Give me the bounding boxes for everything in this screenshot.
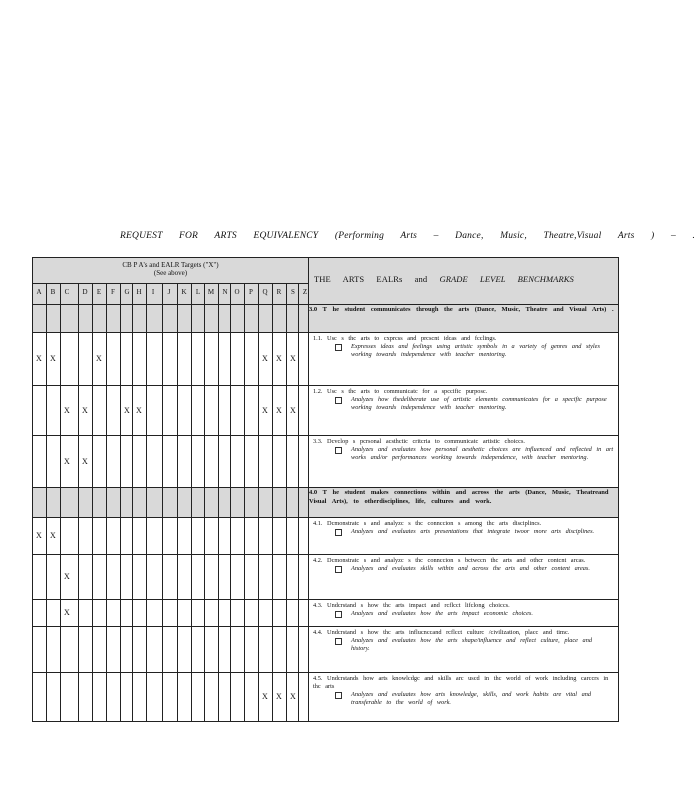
target-letter-m: M bbox=[207, 288, 215, 296]
x-mark-a: X bbox=[36, 531, 42, 540]
x-mark-c: X bbox=[64, 608, 70, 617]
benchmark-sub: Expresses ideas and feelings using artistic symbols in a variety of genres and styles working towards independence with teacher mentoring. bbox=[313, 343, 615, 359]
benchmark-main: 4.1. Dcmonstratc s and analyzc s thc connccion s among thc arts disciplincs. bbox=[313, 520, 542, 527]
checkbox-icon bbox=[335, 566, 342, 573]
target-letter-o: O bbox=[234, 288, 240, 296]
column-divider bbox=[146, 283, 147, 722]
checkbox-icon bbox=[335, 397, 342, 404]
column-divider bbox=[286, 283, 287, 722]
column-divider bbox=[106, 283, 107, 722]
target-marks-cell bbox=[33, 627, 309, 673]
target-letter-r: R bbox=[276, 288, 282, 296]
target-letter-b: B bbox=[50, 288, 56, 296]
benchmark-cell bbox=[309, 673, 619, 722]
target-letter-p: P bbox=[249, 288, 253, 296]
benchmark-cell bbox=[309, 555, 619, 600]
checkbox-icon bbox=[335, 447, 342, 454]
target-letter-s: S bbox=[291, 288, 295, 296]
target-letter-n: N bbox=[222, 288, 228, 296]
column-divider bbox=[177, 283, 178, 722]
target-letter-a: A bbox=[36, 288, 42, 296]
x-mark-r: X bbox=[276, 692, 282, 701]
benchmarks-title-part1: THE ARTS EALRs and bbox=[314, 274, 428, 284]
x-mark-b: X bbox=[50, 354, 56, 363]
target-marks-cell bbox=[33, 600, 309, 627]
x-mark-e: X bbox=[96, 354, 102, 363]
benchmark-sub: Analyzes how thedeliberate use of artistic elements communicates for a specific purpose working towards independence with teacher mentoring. bbox=[313, 396, 615, 412]
column-divider bbox=[218, 283, 219, 722]
section-heading: 3.0 T he student communicates through the arts (Dance, Music, Theatre and Visual Arts) . bbox=[309, 305, 619, 333]
benchmark-main: 1.2. Usc s thc arts to communicatc for a spccific purposc. bbox=[313, 388, 488, 395]
section-heading: 4.0 T he student makes connections within and across the arts (Dance, Music, Theatreand Visual Arts), to otherdisciplines, life, cultures and work. bbox=[309, 488, 619, 518]
benchmark-cell bbox=[309, 386, 619, 436]
column-divider bbox=[92, 283, 93, 722]
target-letter-g: G bbox=[124, 288, 130, 296]
benchmark-sub: Analyzes and evaluates how the arts impact economic choices. bbox=[313, 610, 615, 618]
targets-title-divider bbox=[32, 283, 308, 284]
checkbox-icon bbox=[335, 692, 342, 699]
checkbox-icon bbox=[335, 529, 342, 536]
benchmark-cell bbox=[309, 333, 619, 386]
target-marks-cell bbox=[33, 436, 309, 488]
x-mark-s: X bbox=[290, 692, 296, 701]
benchmark-main: 4.3. Undcrstand s how thc arts impact and rcflcct lifclong choiccs. bbox=[313, 602, 510, 609]
benchmark-sub: Analyzes and evaluates how the arts shape/influence and reflect culture, place and history. bbox=[313, 637, 615, 653]
x-mark-c: X bbox=[64, 456, 70, 466]
target-letter-k: K bbox=[181, 288, 187, 296]
target-letter-q: Q bbox=[262, 288, 268, 296]
targets-title: CB P A's and EALR Targets ("X") bbox=[122, 261, 219, 269]
benchmarks-header bbox=[309, 258, 619, 305]
x-mark-b: X bbox=[50, 531, 56, 540]
column-divider bbox=[132, 283, 133, 722]
targets-subtitle: (See above) bbox=[153, 269, 188, 277]
benchmark-main: 3.3. Dcvclop s pcrsonal acsthctic critcria to communicatc artistic choiccs. bbox=[313, 438, 525, 445]
benchmark-cell bbox=[309, 600, 619, 627]
checkbox-icon bbox=[335, 611, 342, 618]
benchmark-sub: Analyzes and evaluates how arts knowledge, skills, and work habits are vital and transferable to the world of work. bbox=[313, 691, 615, 707]
benchmark-main: 1.1. Usc s thc arts to cxprcss and prcscnt idcas and fcclings. bbox=[313, 335, 497, 342]
target-letter-z: Z bbox=[302, 288, 308, 296]
target-marks-cell bbox=[33, 555, 309, 600]
section-spacer bbox=[33, 488, 309, 518]
x-mark-a: X bbox=[36, 354, 42, 363]
target-letter-d: D bbox=[82, 288, 88, 296]
page-title: REQUEST FOR ARTS EQUIVALENCY (Performing Arts – Dance, Music, Theatre,Visual Arts ) – . bbox=[120, 231, 695, 241]
target-letter-i: I bbox=[151, 288, 155, 296]
section-spacer bbox=[33, 305, 309, 333]
x-mark-d: X bbox=[82, 405, 88, 415]
target-letter-l: L bbox=[195, 288, 201, 296]
column-divider bbox=[191, 283, 192, 722]
column-divider bbox=[120, 283, 121, 722]
column-divider bbox=[78, 283, 79, 722]
checkbox-icon bbox=[335, 344, 342, 351]
target-letter-f: F bbox=[111, 288, 115, 296]
x-mark-g: X bbox=[124, 405, 130, 415]
column-divider bbox=[258, 283, 259, 722]
x-mark-r: X bbox=[276, 354, 282, 363]
x-mark-c: X bbox=[64, 572, 70, 581]
x-mark-c: X bbox=[64, 405, 70, 415]
target-letter-h: H bbox=[136, 288, 142, 296]
x-mark-d: X bbox=[82, 456, 88, 466]
x-mark-s: X bbox=[290, 354, 296, 363]
benchmark-main: 4.4. Undcrstand s how thc arts influcnccand rcflcct culturc /civilization, placc and timc. bbox=[313, 629, 570, 636]
target-marks-cell bbox=[33, 518, 309, 555]
benchmark-sub: Analyzes and evaluates arts presentations that integrate twoor more arts disciplines. bbox=[313, 528, 615, 536]
column-divider bbox=[162, 283, 163, 722]
benchmark-cell bbox=[309, 518, 619, 555]
checkbox-icon bbox=[335, 638, 342, 645]
benchmark-sub: Analyzes and evaluates skills within and across the arts and other content areas. bbox=[313, 565, 615, 573]
column-divider bbox=[244, 283, 245, 722]
column-divider bbox=[298, 283, 299, 722]
x-mark-q: X bbox=[262, 692, 268, 701]
x-mark-h: X bbox=[136, 405, 142, 415]
benchmark-cell bbox=[309, 436, 619, 488]
benchmark-main: 4.2. Dcmonstratc s and analyzc s thc connccion s bctwccn thc arts and othcr contcnt arcas. bbox=[313, 557, 586, 564]
benchmarks-title-part2: GRADE LEVEL BENCHMARKS bbox=[439, 274, 574, 284]
target-letter-c: C bbox=[64, 288, 70, 296]
column-divider bbox=[272, 283, 273, 722]
target-letter-j: J bbox=[167, 288, 171, 296]
x-mark-r: X bbox=[276, 405, 282, 415]
column-divider bbox=[204, 283, 205, 722]
column-divider bbox=[46, 283, 47, 722]
x-mark-q: X bbox=[262, 405, 268, 415]
column-divider bbox=[230, 283, 231, 722]
x-mark-s: X bbox=[290, 405, 296, 415]
targets-header bbox=[33, 258, 309, 305]
benchmark-cell bbox=[309, 627, 619, 673]
benchmark-sub: Analyzes and evaluates how personal aesthetic choices are influenced and reflected in art works and/or performances working towards independence, with teacher mentoring. bbox=[313, 446, 615, 462]
benchmark-main: 4.5. Undcrstands how arts knowlcdgc and skills arc uscd in thc world of work including carccrs in thc arts bbox=[313, 675, 609, 690]
x-mark-q: X bbox=[262, 354, 268, 363]
column-divider bbox=[60, 283, 61, 722]
target-letter-e: E bbox=[96, 288, 102, 296]
